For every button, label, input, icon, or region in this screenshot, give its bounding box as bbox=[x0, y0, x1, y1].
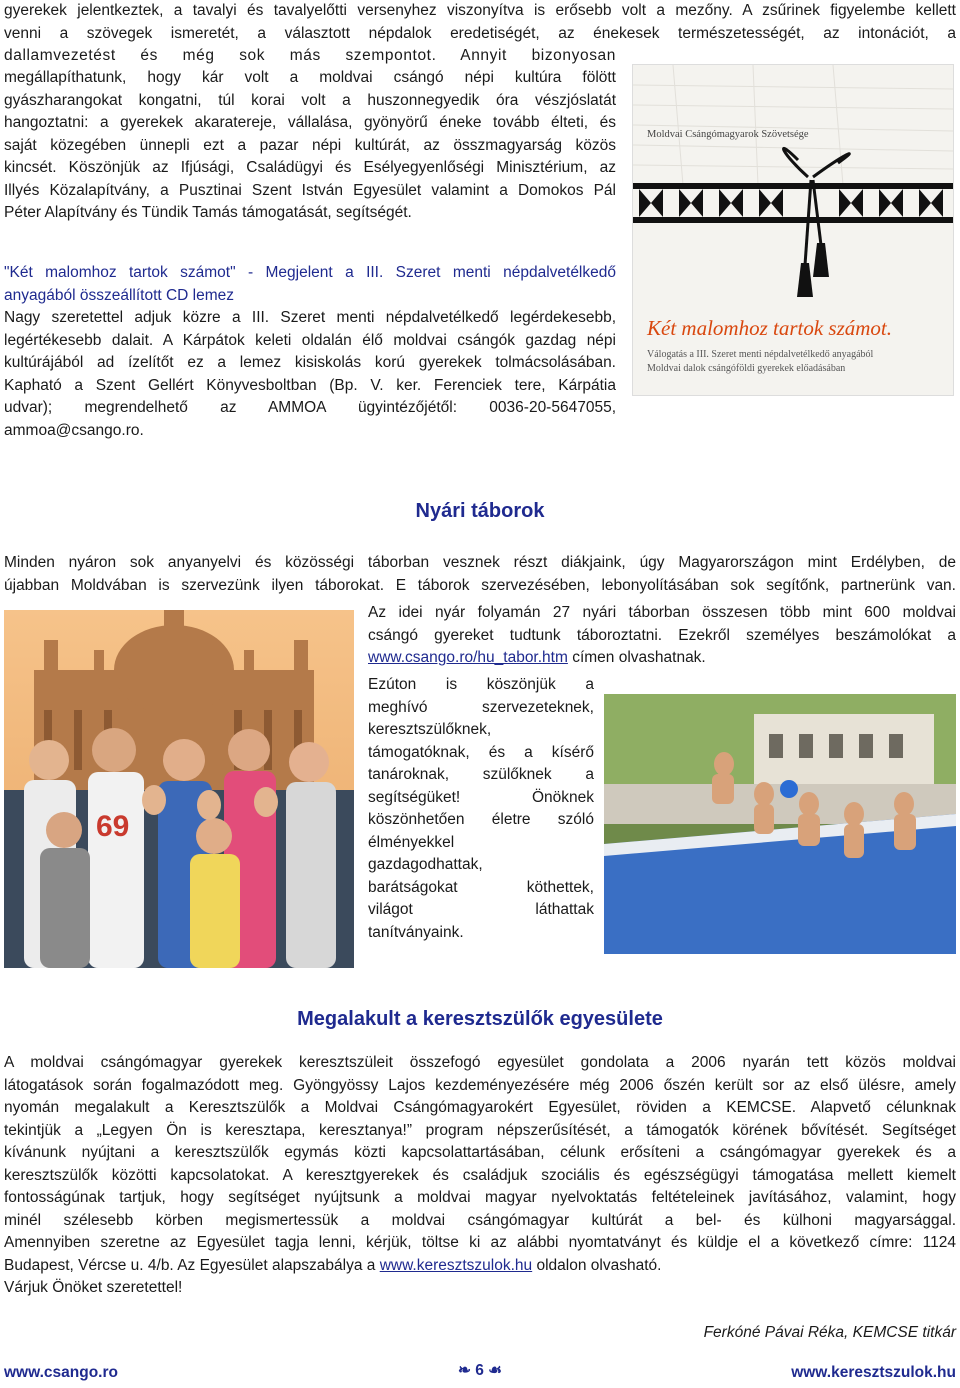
intro-line: dallamvezetést és még sok más szempontot. Annyit bizonyosan bbox=[4, 47, 616, 64]
text-line: saját közegében ünnepli ezt a pazar népi kultúrát, az összmagyarság közös bbox=[4, 136, 616, 154]
ker-link-suffix: oldalon olvasható. bbox=[532, 1256, 662, 1274]
ker-line: fontosságúnak tartjuk, hogy segítséget nyújtsunk a moldvai magyar nyelvoktatás feltételeinek javításához, valamint, hogy bbox=[4, 1189, 956, 1206]
footer-link-csango[interactable]: www.csango.ro bbox=[4, 1364, 118, 1381]
thanks-line: barátságokat köthettek, bbox=[368, 878, 594, 896]
cd-announcement bbox=[4, 262, 616, 442]
thanks-line: élményekkel bbox=[368, 833, 455, 851]
intro-line: venni a szövegek ismeretét, a választott népdalok eredetiségét, az énekesek természetességét, az intonációt, a bbox=[4, 24, 956, 42]
thanks-line: keresztszülőknek, bbox=[368, 721, 492, 738]
cd-cover-image bbox=[632, 64, 954, 396]
intro-line: gyerekek jelentkeztek, a tavalyi és tavalyelőtti versenyhez viszonyítva is erősebb volt a mezőny. A zsűrinek figyelembe kellett bbox=[4, 2, 956, 19]
cd-cover-illustration bbox=[633, 65, 953, 395]
thanks-line: világot láthattak bbox=[368, 901, 594, 918]
nyari-intro bbox=[4, 552, 956, 597]
cd-body-line: ammoa@csango.ro. bbox=[4, 421, 144, 439]
cd-body-line: Kapható a Szent Gellért Könyvesboltban (Bp. V. ker. Ferenciek tere, Kárpátia bbox=[4, 376, 616, 394]
ornament-left-icon: ❧ bbox=[457, 1362, 476, 1379]
text-line: hangoztatni: a gyerekek akaratereje, vállalása, gyönyörű éneke tovább élteti, és bbox=[4, 114, 616, 131]
page-number bbox=[440, 1360, 520, 1383]
ker-line: nyomán megalakult a Keresztszülők a Moldvai Csángómagyarokért Egyesület, röviden a KEMCSE. Alapvető célunknak bbox=[4, 1099, 956, 1116]
text-line: Péter Alapítvány és Tündik Tamás támogatását, segítségét. bbox=[4, 204, 412, 221]
thanks-paragraph bbox=[368, 674, 594, 944]
cd-body-line: Nagy szeretettel adjuk közre a III. Szeret menti népdalvetélkedő legérdekesebb, bbox=[4, 309, 616, 326]
text-line: kincsét. Köszönjük az Ifjúsági, Családügyi és Esélyegyenlőségi Minisztérium, az bbox=[4, 159, 616, 176]
keresztszulok-paragraph bbox=[4, 1052, 956, 1300]
intro-paragraph-cont bbox=[4, 45, 616, 68]
nyari-link-line bbox=[368, 647, 956, 670]
intro-paragraph bbox=[4, 0, 956, 45]
keresztszulok-link[interactable]: www.keresztszulok.hu bbox=[379, 1256, 533, 1274]
section-title-keresztszulok: Megalakult a keresztszülők egyesülete bbox=[297, 1008, 663, 1030]
cd-body-line: kultúrájából ad ízelítőt ez a lemez kisiskolás korú gyerekek tolmácsolásában. bbox=[4, 354, 616, 371]
cover-title: Két malomhoz tartok számot. bbox=[647, 316, 893, 340]
signature: Ferkóné Pávai Réka, KEMCSE titkár bbox=[703, 1324, 956, 1341]
thanks-line: meghívó szervezeteknek, bbox=[368, 698, 594, 716]
group-photo-illustration bbox=[4, 610, 354, 968]
thanks-line: segítségüket! Önöknek bbox=[368, 788, 594, 806]
cover-subtitle-2: Moldvai dalok csángóföldi gyerekek előadásában bbox=[647, 363, 846, 374]
thanks-line: Ezúton is köszönjük a bbox=[368, 676, 594, 693]
cd-title-line: anyagából összeállított CD lemez bbox=[4, 286, 235, 304]
text-line: gyászharangokat kongatni, túl korai volt a huszonnegyedik óra vészjóslatát bbox=[4, 91, 616, 109]
cd-body-line: legértékesebb dalait. A Kárpátok keleti oldalán élő moldvai csángók gazdag népi bbox=[4, 331, 616, 349]
page-number-value: 6 bbox=[475, 1362, 484, 1379]
thanks-line: gazdagodhattak, bbox=[368, 856, 483, 873]
pool-photo-illustration bbox=[604, 694, 956, 954]
closing-line: Várjuk Önöket szeretettel! bbox=[4, 1279, 183, 1296]
svg-text:69: 69 bbox=[96, 810, 130, 843]
nyari-report-line: Az idei nyár folyamán 27 nyári táborban összesen több mint 600 moldvai bbox=[368, 604, 956, 621]
ker-line: A moldvai csángómagyar gyerekek keresztszüleit összefogó egyesület gondolata a 2006 nyarán tett közös moldvai bbox=[4, 1054, 956, 1071]
text-line: megállapíthatunk, hogy kár volt a moldvai csángó népi kultúra fölött bbox=[4, 69, 616, 86]
nyari-intro-line: Minden nyáron sok anyanyelvi és közösségi táborban vesznek részt diákjaink, úgy Magyarországon mint Erdélyben, de bbox=[4, 554, 956, 571]
group-photo bbox=[4, 610, 354, 968]
ker-line: keresztszülők közötti kapcsolatokat. A keresztgyerekek és családjuk szociális és egészségügyi támogatása mellett kiemelt bbox=[4, 1166, 956, 1184]
link-suffix: címen olvashatnak. bbox=[567, 649, 706, 666]
pool-photo bbox=[604, 694, 956, 954]
tabor-link[interactable]: www.csango.ro/hu_tabor.htm bbox=[368, 649, 568, 666]
thanks-line: támogatóknak, és a kísérő bbox=[368, 743, 594, 761]
ker-link-line bbox=[4, 1255, 956, 1278]
nyari-report-line: csángó gyereket tudtunk táboroztatni. Ezekről személyes beszámolókat a bbox=[368, 626, 956, 644]
cover-header: Moldvai Csángómagyarok Szövetsége bbox=[647, 129, 809, 140]
ker-link-prefix: Budapest, Vércse u. 4/b. Az Egyesület alapszabálya a bbox=[4, 1256, 380, 1274]
cd-body-line: udvar); megrendelhető az AMMOA ügyintézőjétől: 0036-20-5647055, bbox=[4, 399, 616, 416]
nyari-intro-line: újabban Moldvában is szervezünk ilyen táborokat. E táborok szervezésében, lebonyolításában sok segítőnk, partnerünk van. bbox=[4, 576, 956, 594]
ker-line: látogatások során fogalmazódott meg. Gyöngyössy Lajos kezdeményezésére még 2006 őszén került sor az első ülésre, amely bbox=[4, 1076, 956, 1094]
ornament-right-icon: ☙ bbox=[483, 1362, 503, 1379]
footer-link-keresztszulok[interactable]: www.keresztszulok.hu bbox=[791, 1364, 956, 1381]
nyari-report bbox=[368, 602, 956, 670]
text-line: Illyés Közalapítvány, a Pusztinai Szent István Egyesület valamint a Domokos Pál bbox=[4, 181, 616, 199]
thanks-line: tanítványaink. bbox=[368, 923, 464, 941]
ker-line: Amennyiben szeretne az Egyesület tagja lenni, kérjük, töltse ki az alábbi nyomtatványt és küldje el a következő címre: 1124 bbox=[4, 1234, 956, 1251]
ker-line: kívánunk nyújtani a keresztszülők egymás közti kapcsolattartásában, célunk erősíteni a csángómagyar gyerekek és a bbox=[4, 1144, 956, 1161]
thanks-line: köszönhetően életre szóló bbox=[368, 811, 594, 828]
cd-title-line: "Két malomhoz tartok számot" - Megjelent a III. Szeret menti népdalvetélkedő bbox=[4, 264, 616, 281]
ker-line: tekintjük a „Legyen Ön is keresztapa, keresztanya!” program népszerűsítését, a támogatók körének bővítését. Segítséget bbox=[4, 1121, 956, 1139]
ker-line: minél szélesebb körben megismertessük a moldvai csángómagyar kultúrát a bel- és külhoni magyarsággal. bbox=[4, 1211, 956, 1229]
zsuri-paragraph bbox=[4, 67, 616, 225]
cover-subtitle-1: Válogatás a III. Szeret menti népdalvetélkedő anyagából bbox=[647, 349, 874, 360]
section-title-nyari: Nyári táborok bbox=[415, 500, 545, 522]
thanks-line: tanároknak, szülőknek a bbox=[368, 766, 594, 783]
